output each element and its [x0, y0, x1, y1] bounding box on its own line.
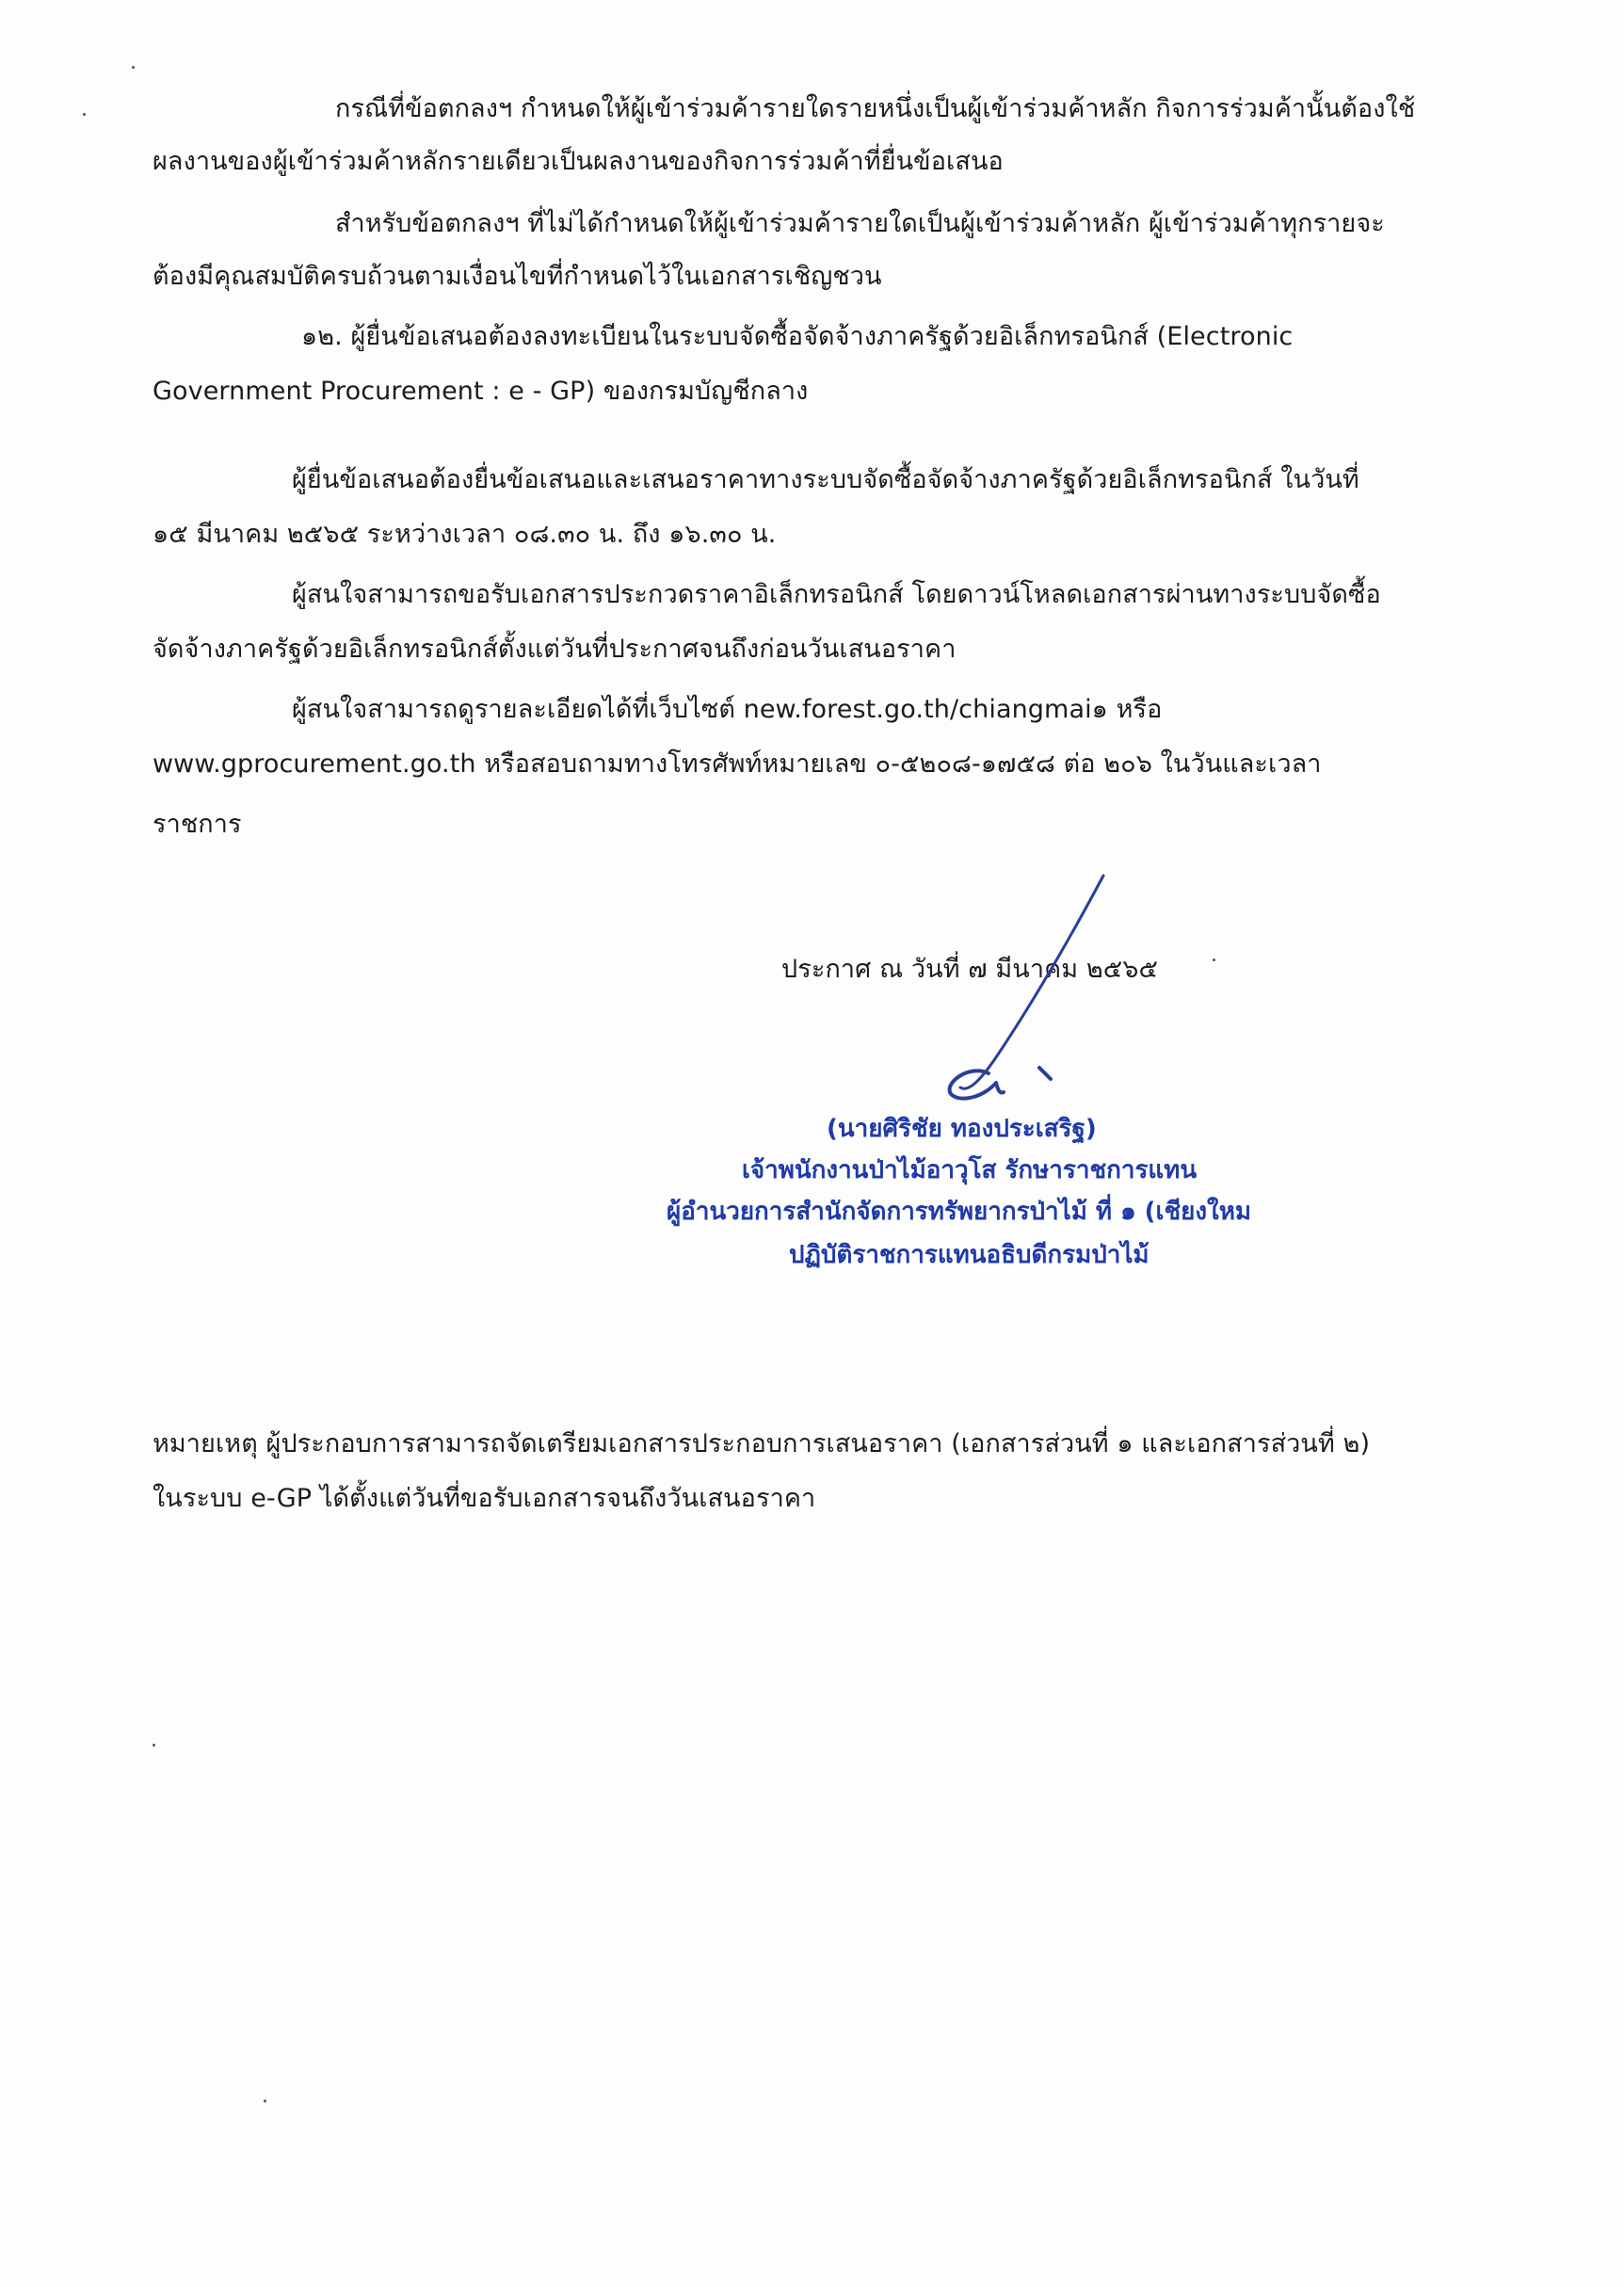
paragraph-3-line-2: Government Procurement : e - GP) ของกรมบัญชีกลาง [153, 377, 809, 406]
paragraph-2-line-1: สำหรับข้อตกลงฯ ที่ไม่ได้กำหนดให้ผู้เข้าร่วมค้ารายใดเป็นผู้เข้าร่วมค้าหลัก ผู้เข้าร่วมค้าทุกรายจะ [335, 209, 1385, 238]
paragraph-6-line-1: ผู้สนใจสามารถดูรายละเอียดได้ที่เว็บไซต์ new.forest.go.th/chiangmai๑ หรือ [292, 695, 1163, 724]
signatory-title-1: เจ้าพนักงานป่าไม้อาวุโส รักษาราชการแทน [742, 1156, 1198, 1184]
paragraph-2-line-2: ต้องมีคุณสมบัติครบถ้วนตามเงื่อนไขที่กำหนดไว้ในเอกสารเชิญชวน [153, 262, 882, 291]
paragraph-1-line-2: ผลงานของผู้เข้าร่วมค้าหลักรายเดียวเป็นผลงานของกิจการร่วมค้าที่ยื่นข้อเสนอ [153, 147, 1004, 176]
paragraph-4-line-1: ผู้ยื่นข้อเสนอต้องยื่นข้อเสนอและเสนอราคาทางระบบจัดซื้อจัดจ้างภาครัฐด้วยอิเล็กทรอนิกส์ ในวันที่ [292, 465, 1359, 494]
paragraph-6-line-3: ราชการ [153, 810, 242, 839]
signatory-title-2: ผู้อำนวยการสำนักจัดการทรัพยากรป่าไม้ ที่ ๑ (เชียงใหม [667, 1198, 1251, 1226]
paragraph-5-line-2: จัดจ้างภาครัฐด้วยอิเล็กทรอนิกส์ตั้งแต่วันที่ประกาศจนถึงก่อนวันเสนอราคา [153, 635, 957, 664]
signatory-title-3: ปฏิบัติราชการแทนอธิบดีกรมป่าไม้ [789, 1241, 1150, 1269]
paragraph-5-line-1: ผู้สนใจสามารถขอรับเอกสารประกวดราคาอิเล็กทรอนิกส์ โดยดาวน์โหลดเอกสารผ่านทางระบบจัดซื้อ [292, 580, 1381, 609]
note-line-1: หมายเหตุ ผู้ประกอบการสามารถจัดเตรียมเอกสารประกอบการเสนอราคา (เอกสารส่วนที่ ๑ และเอกสารส่วนที่ ๒) [153, 1429, 1371, 1458]
note-line-2: ในระบบ e-GP ได้ตั้งแต่วันที่ขอรับเอกสารจนถึงวันเสนอราคา [153, 1484, 816, 1513]
paragraph-3-line-1: ๑๒. ผู้ยื่นข้อเสนอต้องลงทะเบียนในระบบจัดซื้อจัดจ้างภาครัฐด้วยอิเล็กทรอนิกส์ (Electronic [301, 322, 1294, 351]
signatory-name: (นายศิริชัย ทองประเสริฐ) [827, 1115, 1097, 1143]
paragraph-1-line-1: กรณีที่ข้อตกลงฯ กำหนดให้ผู้เข้าร่วมค้ารายใดรายหนึ่งเป็นผู้เข้าร่วมค้าหลัก กิจการร่วมค้านั้นต้องใช้ [335, 94, 1416, 123]
paragraph-6-line-2: www.gprocurement.go.th หรือสอบถามทางโทรศัพท์หมายเลข ๐-๕๒๐๘-๑๗๕๘ ต่อ ๒๐๖ ในวันและเวลา [153, 749, 1322, 779]
announcement-date: ประกาศ ณ วันที่ ๗ มีนาคม ๒๕๖๕ [781, 955, 1159, 984]
paragraph-4-line-2: ๑๕ มีนาคม ๒๕๖๕ ระหว่างเวลา ๐๘.๓๐ น. ถึง ๑๖.๓๐ น. [153, 520, 777, 549]
